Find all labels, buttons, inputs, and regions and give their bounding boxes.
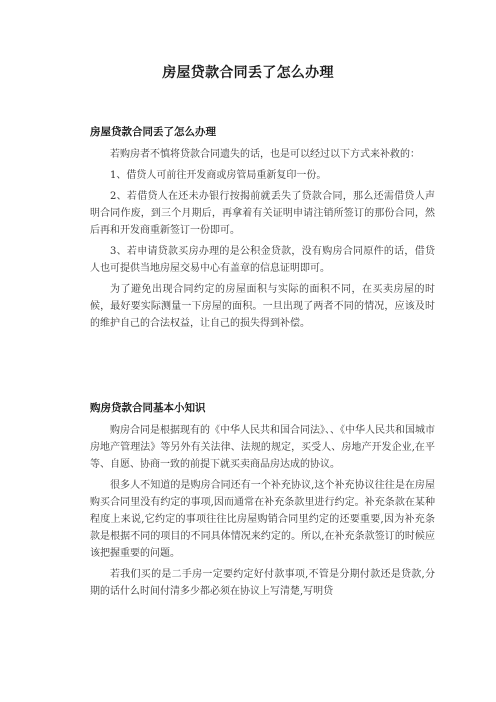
- paragraph: 很多人不知道的是购房合同还有一个补充协议,这个补充协议往往是在房屋购买合同里没有约定的事项,因而通常在补充条款里进行约定。补充条款在某种程度上来说,它约定的事项往往比房屋购销合同里约定的还要重要,因为补充条款是根据不同的项目的不同具体情况来约定的。所以,在补充条款签订的时候应该把握重要的问题。: [90, 480, 435, 559]
- section-heading: 房屋贷款合同丢了怎么办理: [90, 126, 216, 138]
- paragraph: 1、借贷人可前往开发商或房管局重新复印一份。: [110, 170, 327, 181]
- paragraph: 若购房者不慎将贷款合同遗失的话，也是可以经过以下方式来补救的：: [110, 149, 420, 160]
- paragraph: 购房合同是根据现有的《中华人民共和国合同法》、、《中华人民共和国城市房地产管理法》等另外有关法律、法规的规定，买受人、房地产开发企业,在平等、自愿、协商一致的前提下就买卖商品房达成的协议。: [90, 425, 435, 470]
- document-title: 房屋贷款合同丢了怎么办理: [162, 65, 334, 81]
- paragraph: 为了避免出现合同约定的房屋面积与实际的面积不同，在买卖房屋的时候，最好要实际测量一下房屋的面积。一旦出现了两者不同的情况，应该及时的维护自己的合法权益，让自己的损失得到补偿。: [90, 284, 435, 329]
- section-heading: 购房贷款合同基本小知识: [90, 402, 206, 414]
- section-basic-knowledge: [90, 398, 435, 604]
- paragraph: 若我们买的是二手房一定要约定好付款事项,不管是分期付款还是贷款,分期的话什么时间付清多少都必须在协议上写清楚,写明贷: [90, 569, 435, 597]
- section-lost-contract: [90, 122, 435, 336]
- paragraph: 2、若借贷人在还未办银行按揭前就丢失了贷款合同，那么还需借贷人声明合同作废，到三个月期后，再拿着有关证明申请注销所签订的那份合同，然后再和开发商重新签订一份即可。: [90, 191, 435, 236]
- paragraph: 3、若申请贷款买房办理的是公积金贷款，没有购房合同原件的话，借贷人也可提供当地房屋交易中心有盖章的信息证明即可。: [90, 246, 435, 274]
